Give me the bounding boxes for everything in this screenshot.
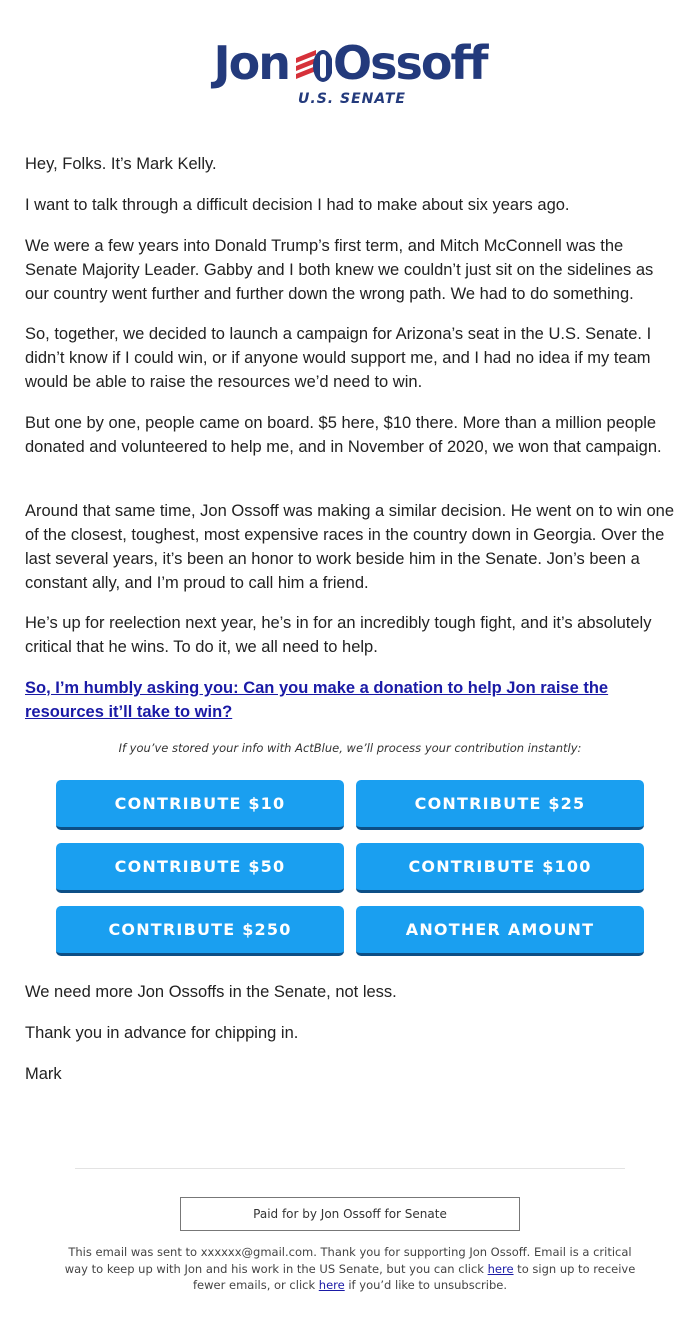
footer-text xyxy=(60,1244,640,1294)
paragraph-text: He’s up for reelection next year, he’s in for an incredibly tough fight, and it’s absolutely critical that he wins. To do it, we all need to help. xyxy=(25,614,652,656)
campaign-logo xyxy=(0,36,700,107)
paragraph-2 xyxy=(25,234,675,306)
footer-text-part-1: This email was sent to xxxxxx@gmail.com. Thank you for supporting Jon Ossoff. Email is a critical way to keep up with Jon and his work in the US Senate, but you can click xyxy=(64,1245,632,1276)
footer-divider xyxy=(75,1168,625,1169)
contribute-100-button[interactable]: CONTRIBUTE $100 xyxy=(356,843,644,893)
paragraph-5 xyxy=(25,499,675,595)
closing-line-2 xyxy=(25,1021,675,1045)
signature-text: Mark xyxy=(25,1065,62,1083)
actblue-note: If you’ve stored your info with ActBlue, we’ll process your contribution instantly: xyxy=(118,741,582,755)
contribute-50-button[interactable]: CONTRIBUTE $50 xyxy=(56,843,344,893)
logo-wordmark xyxy=(0,36,700,90)
contribute-10-button[interactable]: CONTRIBUTE $10 xyxy=(56,780,344,830)
paragraph-text: Around that same time, Jon Ossoff was making a similar decision. He went on to win one of the closest, toughest, most expensive races in the country down in Georgia. Over the last several years, it’s been an honor to work beside him in the Senate. Jon’s been a constant ally, and I’m proud to call him a friend. xyxy=(25,502,675,592)
signature xyxy=(25,1062,675,1086)
contribute-25-button[interactable]: CONTRIBUTE $25 xyxy=(356,780,644,830)
logo-last-name: Ossoff xyxy=(332,36,487,90)
paragraph-4 xyxy=(25,411,675,459)
closing-line-1 xyxy=(25,980,675,1004)
greeting-text: Hey, Folks. It’s Mark Kelly. xyxy=(25,155,217,173)
donation-ask-link[interactable]: So, I’m humbly asking you: Can you make a donation to help Jon raise the resources it’ll take to win? xyxy=(25,679,609,721)
footer-text-part-2: to sign up to receive fewer emails, or click xyxy=(193,1261,636,1292)
paragraph-text: So, together, we decided to launch a campaign for Arizona’s seat in the U.S. Senate. I didn’t know if I could win, or if anyone would support me, and I had no idea if my team would be able to raise the resources we’d need to win. xyxy=(25,325,652,391)
logo-first-name: Jon xyxy=(213,36,289,90)
footer-text-part-3: if you’d like to unsubscribe. xyxy=(344,1278,507,1292)
fewer-emails-link[interactable]: here xyxy=(487,1261,514,1276)
paragraph-1 xyxy=(25,193,675,217)
another-amount-button[interactable]: ANOTHER AMOUNT xyxy=(356,906,644,956)
paragraph-text: We were a few years into Donald Trump’s first term, and Mitch McConnell was the Senate Majority Leader. Gabby and I both knew we couldn’t just sit on the sidelines as our country went further and further down the wrong path. We had to do something. xyxy=(25,237,654,303)
paid-for-text: Paid for by Jon Ossoff for Senate xyxy=(253,1207,447,1221)
closing-text: We need more Jon Ossoffs in the Senate, not less. xyxy=(25,983,397,1001)
paid-for-disclaimer xyxy=(180,1197,520,1231)
unsubscribe-link[interactable]: here xyxy=(318,1278,345,1292)
contribute-250-button[interactable]: CONTRIBUTE $250 xyxy=(56,906,344,956)
paragraph-text: But one by one, people came on board. $5 here, $10 there. More than a million people donated and volunteered to help me, and in November of 2020, we won that campaign. xyxy=(25,414,662,456)
logo-subtitle: U.S. SENATE xyxy=(298,91,406,107)
paragraph-6 xyxy=(25,611,675,659)
closing-text: Thank you in advance for chipping in. xyxy=(25,1024,299,1042)
paragraph-text: I want to talk through a difficult decision I had to make about six years ago. xyxy=(25,196,570,214)
greeting xyxy=(25,152,675,176)
paragraph-3 xyxy=(25,322,675,394)
flag-stripes-icon xyxy=(292,41,332,85)
